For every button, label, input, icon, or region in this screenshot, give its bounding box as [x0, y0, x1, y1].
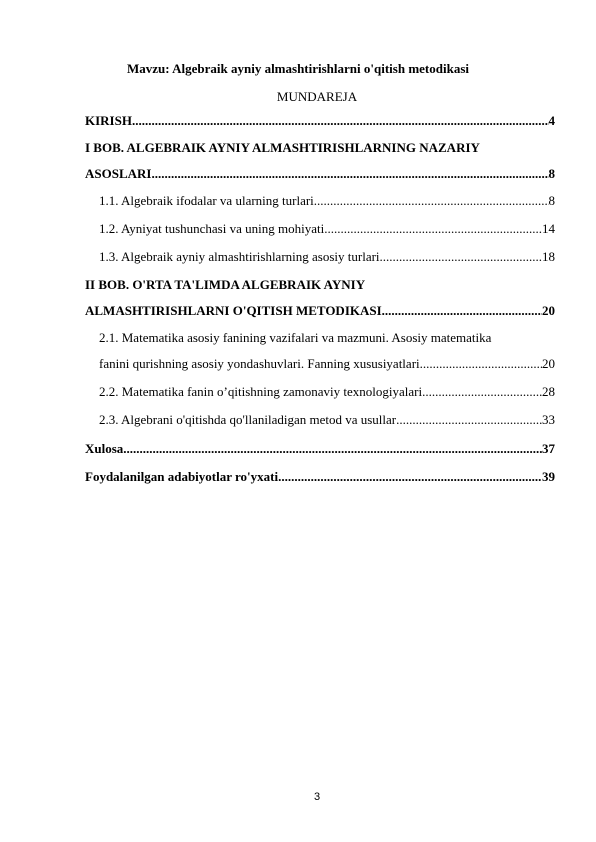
toc-entry-references[interactable]	[85, 469, 555, 485]
toc-section-2-1-line1[interactable]: 2.1. Matematika asosiy fanining vazifalari va mazmuni. Asosiy matematika	[99, 330, 492, 345]
toc-entry-section-1-3[interactable]	[99, 249, 555, 265]
toc-dot-leader	[420, 356, 542, 372]
toc-dot-leader	[151, 166, 548, 182]
toc-dot-leader	[422, 384, 542, 400]
toc-entry-page: 18	[542, 249, 555, 264]
toc-entry-label: KIRISH	[85, 113, 132, 128]
toc-entry-label: ALMASHTIRISHLARNI O'QITISH METODIKASI	[85, 303, 382, 318]
toc-dot-leader	[278, 469, 542, 485]
toc-dot-leader	[382, 303, 542, 319]
toc-entry-label: Xulosa	[85, 441, 124, 456]
toc-entry-section-2-3[interactable]	[99, 412, 555, 428]
toc-dot-leader	[396, 412, 542, 428]
toc-entry-label: 2.3. Algebrani o'qitishda qo'llaniladigan metod va usullar	[99, 412, 397, 427]
toc-dot-leader	[123, 441, 542, 457]
toc-entry-page: 4	[548, 113, 555, 128]
page-number: 3	[313, 791, 321, 803]
toc-entry-page: 8	[548, 166, 555, 181]
toc-entry-chapter1[interactable]	[85, 166, 555, 182]
topic-title: Mavzu: Algebraik ayniy almashtirishlarni o'qitish metodikasi	[126, 61, 469, 76]
toc-dot-leader	[132, 113, 549, 129]
toc-entry-label: ASOSLARI	[85, 166, 152, 181]
toc-entry-label: 1.1. Algebraik ifodalar va ularning turlari	[99, 193, 314, 208]
toc-entry-page: 28	[542, 384, 555, 399]
toc-dot-leader	[380, 249, 542, 265]
toc-entry-section-2-1[interactable]	[99, 356, 555, 372]
toc-entry-kirish[interactable]	[85, 113, 555, 129]
toc-entry-conclusion[interactable]	[85, 441, 555, 457]
toc-entry-page: 20	[542, 303, 555, 318]
toc-entry-page: 39	[542, 469, 555, 484]
toc-entry-section-2-2[interactable]	[99, 384, 555, 400]
toc-entry-page: 33	[542, 412, 555, 427]
contents-heading: MUNDAREJA	[276, 89, 358, 104]
toc-entry-page: 8	[548, 193, 555, 208]
toc-entry-label: 1.2. Ayniyat tushunchasi va uning mohiyati	[99, 221, 325, 236]
toc-chapter2-title-line1[interactable]: II BOB. O'RTA TA'LIMDA ALGEBRAIK AYNIY	[85, 277, 366, 292]
toc-entry-page: 14	[542, 221, 555, 236]
toc-entry-label: 2.2. Matematika fanin o’qitishning zamonaviy texnologiyalari	[99, 384, 423, 399]
toc-entry-label: Foydalanilgan adabiyotlar ro'yxati	[85, 469, 279, 484]
toc-entry-label: fanini qurishning asosiy yondashuvlari. Fanning xususiyatlari	[99, 356, 420, 371]
toc-dot-leader	[314, 193, 549, 209]
toc-entry-section-1-1[interactable]	[99, 193, 555, 209]
toc-dot-leader	[324, 221, 542, 237]
toc-chapter1-title-line1[interactable]: I BOB. ALGEBRAIK AYNIY ALMASHTIRISHLARNING NAZARIY	[85, 140, 480, 155]
toc-entry-section-1-2[interactable]	[99, 221, 555, 237]
toc-entry-chapter2[interactable]	[85, 303, 555, 319]
toc-entry-page: 37	[542, 441, 555, 456]
toc-entry-page: 20	[542, 356, 555, 371]
toc-entry-label: 1.3. Algebraik ayniy almashtirishlarning asosiy turlari	[99, 249, 380, 264]
